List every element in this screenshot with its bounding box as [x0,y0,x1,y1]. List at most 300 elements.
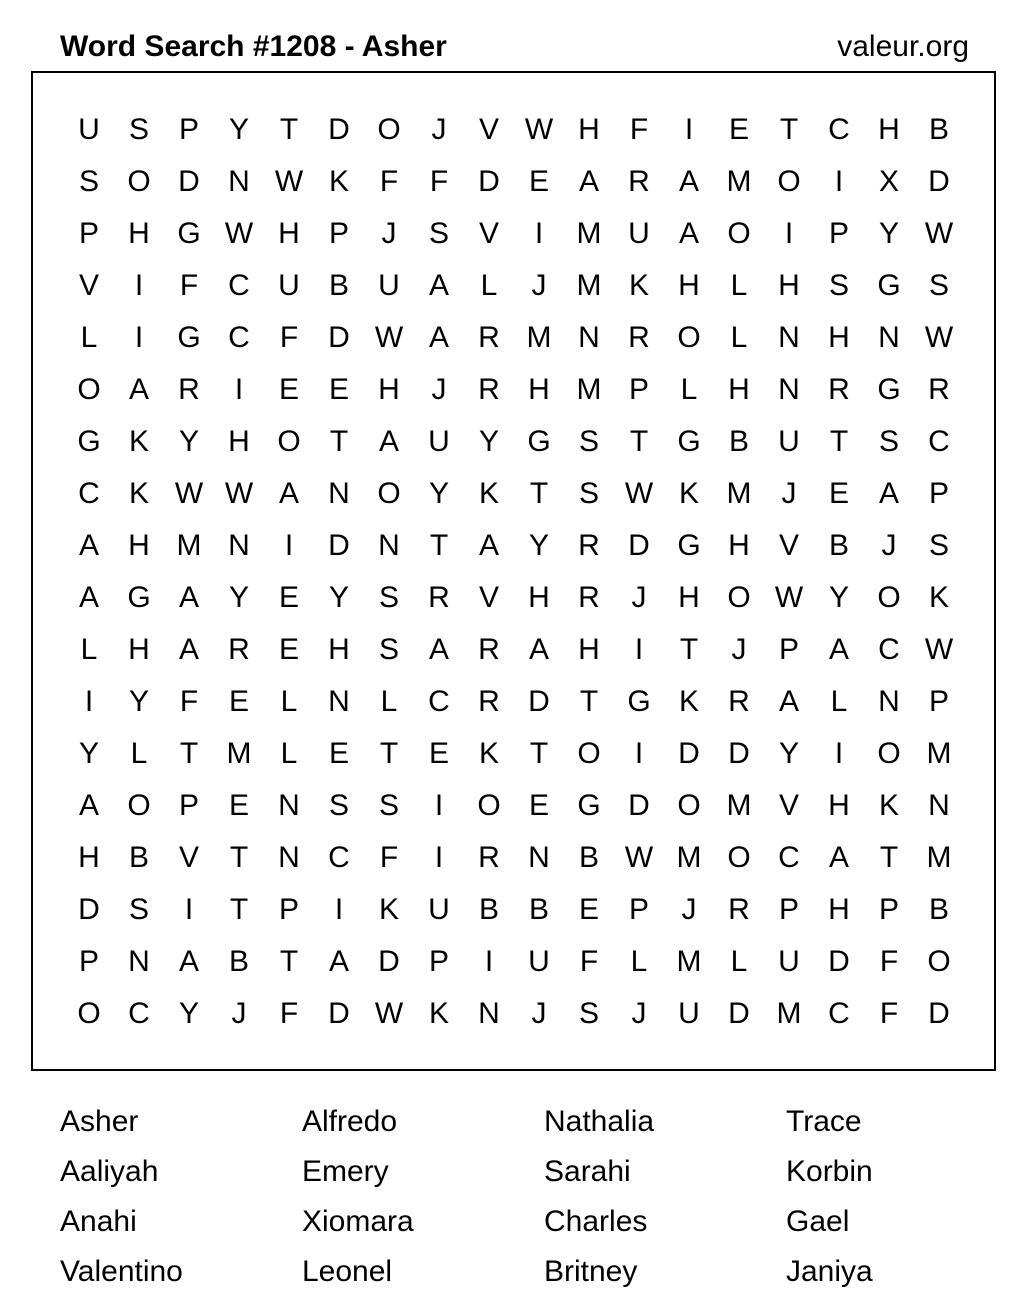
grid-cell[interactable]: N [328,477,350,510]
grid-cell[interactable]: I [834,165,844,198]
grid-cell[interactable]: I [634,737,644,770]
grid-cell[interactable]: T [229,841,249,874]
grid-cell[interactable]: T [879,841,899,874]
grid-cell[interactable]: S [428,217,449,250]
grid-cell[interactable]: G [627,685,651,718]
grid-cell[interactable]: N [228,529,250,562]
grid-cell[interactable]: K [878,789,899,822]
grid-cell[interactable]: K [678,477,699,510]
grid-cell[interactable]: H [828,321,850,354]
grid-cell[interactable]: O [777,165,801,198]
grid-cell[interactable]: O [877,737,901,770]
grid-cell[interactable]: I [634,633,644,666]
grid-cell[interactable]: G [877,269,901,302]
grid-cell[interactable]: A [78,581,99,614]
grid-cell[interactable]: O [477,789,501,822]
grid-cell[interactable]: K [428,997,449,1030]
grid-cell[interactable]: K [378,893,399,926]
grid-cell[interactable]: H [528,581,550,614]
grid-cell[interactable]: A [578,165,599,198]
grid-cell[interactable]: L [830,685,848,718]
grid-cell[interactable]: S [928,529,949,562]
grid-cell[interactable]: W [524,113,554,146]
grid-cell[interactable]: D [478,165,500,198]
grid-cell[interactable]: F [879,945,899,978]
grid-cell[interactable]: B [728,425,749,458]
grid-cell[interactable]: P [178,113,199,146]
grid-cell[interactable]: O [77,373,101,406]
grid-cell[interactable]: Y [228,581,249,614]
grid-cell[interactable]: K [928,581,949,614]
grid-cell[interactable]: J [631,997,647,1030]
grid-cell[interactable]: R [478,633,500,666]
grid-cell[interactable]: E [328,737,349,770]
grid-cell[interactable]: F [279,997,299,1030]
grid-cell[interactable]: W [374,321,404,354]
grid-cell[interactable]: P [928,477,949,510]
grid-cell[interactable]: X [878,165,899,198]
grid-cell[interactable]: L [280,737,298,770]
grid-cell[interactable]: D [328,997,350,1030]
grid-cell[interactable]: V [478,581,499,614]
grid-cell[interactable]: V [778,789,799,822]
grid-cell[interactable]: T [529,477,549,510]
grid-cell[interactable]: Y [178,997,199,1030]
grid-cell[interactable]: B [928,893,949,926]
grid-cell[interactable]: S [578,425,599,458]
grid-cell[interactable]: N [778,373,800,406]
grid-cell[interactable]: P [78,945,99,978]
grid-cell[interactable]: M [526,321,552,354]
grid-cell[interactable]: O [377,477,401,510]
grid-cell[interactable]: E [578,893,599,926]
grid-cell[interactable]: E [528,165,549,198]
grid-cell[interactable]: N [228,165,250,198]
grid-cell[interactable]: N [278,841,300,874]
grid-cell[interactable]: D [528,685,550,718]
grid-cell[interactable]: Y [778,737,799,770]
grid-cell[interactable]: Y [178,425,199,458]
grid-cell[interactable]: M [576,269,602,302]
grid-cell[interactable]: I [784,217,794,250]
grid-cell[interactable]: E [278,581,299,614]
grid-cell[interactable]: U [428,893,450,926]
grid-cell[interactable]: O [577,737,601,770]
grid-cell[interactable]: A [178,581,199,614]
grid-cell[interactable]: H [828,893,850,926]
grid-cell[interactable]: W [624,841,654,874]
grid-cell[interactable]: U [428,425,450,458]
grid-cell[interactable]: P [628,893,649,926]
grid-cell[interactable]: I [334,893,344,926]
grid-cell[interactable]: R [478,321,500,354]
grid-cell[interactable]: W [224,217,254,250]
grid-cell[interactable]: D [328,113,350,146]
grid-cell[interactable]: U [528,945,550,978]
grid-cell[interactable]: S [928,269,949,302]
grid-cell[interactable]: J [681,893,697,926]
grid-cell[interactable]: M [926,841,952,874]
grid-cell[interactable]: F [279,321,299,354]
grid-cell[interactable]: A [878,477,899,510]
grid-cell[interactable]: L [630,945,648,978]
grid-cell[interactable]: P [278,893,299,926]
grid-cell[interactable]: G [127,581,151,614]
grid-cell[interactable]: J [431,373,447,406]
grid-cell[interactable]: A [278,477,299,510]
grid-cell[interactable]: M [726,477,752,510]
grid-cell[interactable]: N [578,321,600,354]
grid-cell[interactable]: R [628,165,650,198]
grid-cell[interactable]: O [127,165,151,198]
grid-cell[interactable]: V [778,529,799,562]
grid-cell[interactable]: J [531,997,547,1030]
grid-cell[interactable]: P [828,217,849,250]
grid-cell[interactable]: M [676,841,702,874]
grid-cell[interactable]: A [478,529,499,562]
grid-cell[interactable]: A [528,633,549,666]
grid-cell[interactable]: D [628,789,650,822]
grid-cell[interactable]: J [631,581,647,614]
grid-cell[interactable]: S [128,893,149,926]
grid-cell[interactable]: A [678,165,699,198]
grid-cell[interactable]: C [828,113,850,146]
grid-cell[interactable]: S [578,997,599,1030]
grid-cell[interactable]: L [480,269,498,302]
grid-cell[interactable]: A [828,633,849,666]
grid-cell[interactable]: I [684,113,694,146]
grid-cell[interactable]: O [727,581,751,614]
grid-cell[interactable]: Y [528,529,549,562]
grid-cell[interactable]: B [328,269,349,302]
grid-cell[interactable]: L [730,945,748,978]
grid-cell[interactable]: L [80,321,98,354]
grid-cell[interactable]: B [128,841,149,874]
grid-cell[interactable]: F [429,165,449,198]
grid-cell[interactable]: R [628,321,650,354]
grid-cell[interactable]: J [231,997,247,1030]
grid-cell[interactable]: C [78,477,100,510]
grid-cell[interactable]: R [828,373,850,406]
grid-cell[interactable]: T [229,893,249,926]
grid-cell[interactable]: M [176,529,202,562]
grid-cell[interactable]: I [134,321,144,354]
grid-cell[interactable]: N [478,997,500,1030]
grid-cell[interactable]: A [328,945,349,978]
grid-cell[interactable]: B [578,841,599,874]
grid-cell[interactable]: W [924,321,954,354]
grid-cell[interactable]: W [274,165,304,198]
grid-cell[interactable]: O [727,841,751,874]
grid-cell[interactable]: C [878,633,900,666]
grid-cell[interactable]: R [478,373,500,406]
grid-cell[interactable]: S [378,633,399,666]
grid-cell[interactable]: N [778,321,800,354]
grid-cell[interactable]: O [927,945,951,978]
grid-cell[interactable]: R [478,841,500,874]
grid-cell[interactable]: Y [428,477,449,510]
grid-cell[interactable]: E [228,789,249,822]
grid-cell[interactable]: G [577,789,601,822]
grid-cell[interactable]: U [78,113,100,146]
grid-cell[interactable]: T [829,425,849,458]
grid-cell[interactable]: H [228,425,250,458]
grid-cell[interactable]: Y [328,581,349,614]
grid-cell[interactable]: P [78,217,99,250]
grid-cell[interactable]: K [478,477,499,510]
grid-cell[interactable]: F [179,269,199,302]
grid-cell[interactable]: Y [228,113,249,146]
grid-cell[interactable]: C [228,269,250,302]
grid-cell[interactable]: B [228,945,249,978]
grid-cell[interactable]: C [128,997,150,1030]
grid-cell[interactable]: I [534,217,544,250]
grid-cell[interactable]: G [677,425,701,458]
grid-cell[interactable]: K [128,425,149,458]
grid-cell[interactable]: H [578,113,600,146]
grid-cell[interactable]: C [228,321,250,354]
grid-cell[interactable]: E [828,477,849,510]
grid-cell[interactable]: O [377,113,401,146]
grid-cell[interactable]: S [878,425,899,458]
grid-cell[interactable]: U [628,217,650,250]
grid-cell[interactable]: H [778,269,800,302]
grid-cell[interactable]: C [778,841,800,874]
grid-cell[interactable]: I [134,269,144,302]
grid-cell[interactable]: E [528,789,549,822]
grid-cell[interactable]: A [378,425,399,458]
grid-cell[interactable]: P [778,893,799,926]
grid-cell[interactable]: L [380,685,398,718]
grid-cell[interactable]: H [678,269,700,302]
grid-cell[interactable]: H [78,841,100,874]
grid-cell[interactable]: G [877,373,901,406]
grid-cell[interactable]: M [226,737,252,770]
grid-cell[interactable]: T [529,737,549,770]
grid-cell[interactable]: C [828,997,850,1030]
grid-cell[interactable]: R [578,581,600,614]
grid-cell[interactable]: I [84,685,94,718]
grid-cell[interactable]: D [728,737,750,770]
grid-cell[interactable]: H [378,373,400,406]
grid-cell[interactable]: I [234,373,244,406]
grid-cell[interactable]: R [928,373,950,406]
grid-cell[interactable]: M [726,789,752,822]
grid-cell[interactable]: W [374,997,404,1030]
grid-cell[interactable]: A [428,269,449,302]
grid-cell[interactable]: L [730,321,748,354]
grid-cell[interactable]: O [277,425,301,458]
grid-cell[interactable]: N [928,789,950,822]
grid-cell[interactable]: B [528,893,549,926]
grid-cell[interactable]: W [174,477,204,510]
grid-cell[interactable]: V [78,269,99,302]
grid-cell[interactable]: W [924,217,954,250]
grid-cell[interactable]: T [429,529,449,562]
grid-cell[interactable]: I [434,841,444,874]
grid-cell[interactable]: P [878,893,899,926]
grid-cell[interactable]: W [224,477,254,510]
grid-cell[interactable]: W [924,633,954,666]
grid-cell[interactable]: N [878,685,900,718]
grid-cell[interactable]: B [828,529,849,562]
grid-cell[interactable]: C [928,425,950,458]
grid-cell[interactable]: Y [478,425,499,458]
grid-cell[interactable]: Y [828,581,849,614]
grid-cell[interactable]: U [678,997,700,1030]
grid-cell[interactable]: Y [78,737,99,770]
grid-cell[interactable]: S [128,113,149,146]
grid-cell[interactable]: N [328,685,350,718]
grid-cell[interactable]: R [478,685,500,718]
grid-cell[interactable]: J [881,529,897,562]
grid-cell[interactable]: K [628,269,649,302]
grid-cell[interactable]: J [531,269,547,302]
grid-cell[interactable]: H [128,529,150,562]
grid-cell[interactable]: T [379,737,399,770]
grid-cell[interactable]: M [726,165,752,198]
grid-cell[interactable]: V [478,217,499,250]
grid-cell[interactable]: H [528,373,550,406]
grid-cell[interactable]: S [78,165,99,198]
grid-cell[interactable]: O [677,789,701,822]
grid-cell[interactable]: A [828,841,849,874]
grid-cell[interactable]: I [484,945,494,978]
grid-cell[interactable]: H [278,217,300,250]
grid-cell[interactable]: U [378,269,400,302]
grid-cell[interactable]: T [179,737,199,770]
grid-cell[interactable]: D [78,893,100,926]
grid-cell[interactable]: O [727,217,751,250]
grid-cell[interactable]: G [177,217,201,250]
grid-cell[interactable]: M [926,737,952,770]
grid-cell[interactable]: C [428,685,450,718]
grid-cell[interactable]: N [528,841,550,874]
grid-cell[interactable]: D [928,997,950,1030]
grid-cell[interactable]: J [431,113,447,146]
grid-cell[interactable]: E [278,633,299,666]
grid-cell[interactable]: T [279,113,299,146]
grid-cell[interactable]: D [678,737,700,770]
grid-cell[interactable]: D [928,165,950,198]
grid-cell[interactable]: W [774,581,804,614]
grid-cell[interactable]: W [624,477,654,510]
grid-cell[interactable]: D [378,945,400,978]
grid-cell[interactable]: H [578,633,600,666]
grid-cell[interactable]: D [728,997,750,1030]
grid-cell[interactable]: P [928,685,949,718]
grid-cell[interactable]: T [279,945,299,978]
grid-cell[interactable]: F [579,945,599,978]
grid-cell[interactable]: P [178,789,199,822]
grid-cell[interactable]: G [677,529,701,562]
grid-cell[interactable]: Y [878,217,899,250]
grid-cell[interactable]: K [328,165,349,198]
grid-cell[interactable]: A [128,373,149,406]
grid-cell[interactable]: G [77,425,101,458]
grid-cell[interactable]: I [284,529,294,562]
grid-cell[interactable]: N [378,529,400,562]
grid-cell[interactable]: H [728,373,750,406]
grid-cell[interactable]: A [428,321,449,354]
grid-cell[interactable]: D [328,529,350,562]
grid-cell[interactable]: T [579,685,599,718]
grid-cell[interactable]: T [329,425,349,458]
grid-cell[interactable]: H [728,529,750,562]
grid-cell[interactable]: M [676,945,702,978]
grid-cell[interactable]: A [78,789,99,822]
grid-cell[interactable]: L [280,685,298,718]
grid-cell[interactable]: A [678,217,699,250]
grid-cell[interactable]: M [576,217,602,250]
grid-cell[interactable]: F [879,997,899,1030]
grid-cell[interactable]: S [828,269,849,302]
grid-cell[interactable]: T [779,113,799,146]
grid-cell[interactable]: D [328,321,350,354]
grid-cell[interactable]: R [428,581,450,614]
grid-cell[interactable]: J [781,477,797,510]
grid-cell[interactable]: U [778,945,800,978]
grid-cell[interactable]: P [328,217,349,250]
grid-cell[interactable]: V [178,841,199,874]
grid-cell[interactable]: R [228,633,250,666]
grid-cell[interactable]: L [80,633,98,666]
grid-cell[interactable]: N [128,945,150,978]
grid-cell[interactable]: O [877,581,901,614]
grid-cell[interactable]: L [130,737,148,770]
grid-cell[interactable]: G [177,321,201,354]
grid-cell[interactable]: O [77,997,101,1030]
grid-cell[interactable]: M [776,997,802,1030]
grid-cell[interactable]: I [834,737,844,770]
grid-cell[interactable]: O [677,321,701,354]
grid-cell[interactable]: N [278,789,300,822]
grid-cell[interactable]: L [680,373,698,406]
grid-cell[interactable]: P [428,945,449,978]
grid-cell[interactable]: I [434,789,444,822]
grid-cell[interactable]: U [778,425,800,458]
grid-cell[interactable]: E [278,373,299,406]
grid-cell[interactable]: M [576,373,602,406]
grid-cell[interactable]: E [728,113,749,146]
grid-cell[interactable]: B [478,893,499,926]
grid-cell[interactable]: F [379,165,399,198]
grid-cell[interactable]: D [178,165,200,198]
grid-cell[interactable]: A [178,633,199,666]
grid-cell[interactable]: F [179,685,199,718]
grid-cell[interactable]: S [378,581,399,614]
grid-cell[interactable]: R [728,685,750,718]
grid-cell[interactable]: S [578,477,599,510]
grid-cell[interactable]: T [679,633,699,666]
grid-cell[interactable]: A [78,529,99,562]
grid-cell[interactable]: B [928,113,949,146]
grid-cell[interactable]: E [428,737,449,770]
grid-cell[interactable]: U [278,269,300,302]
grid-cell[interactable]: D [628,529,650,562]
grid-cell[interactable]: F [629,113,649,146]
grid-cell[interactable]: T [629,425,649,458]
grid-cell[interactable]: S [378,789,399,822]
grid-cell[interactable]: V [478,113,499,146]
grid-cell[interactable]: H [878,113,900,146]
grid-cell[interactable]: H [128,633,150,666]
grid-cell[interactable]: H [328,633,350,666]
grid-cell[interactable]: K [478,737,499,770]
grid-cell[interactable]: J [731,633,747,666]
grid-cell[interactable]: R [578,529,600,562]
grid-cell[interactable]: R [728,893,750,926]
